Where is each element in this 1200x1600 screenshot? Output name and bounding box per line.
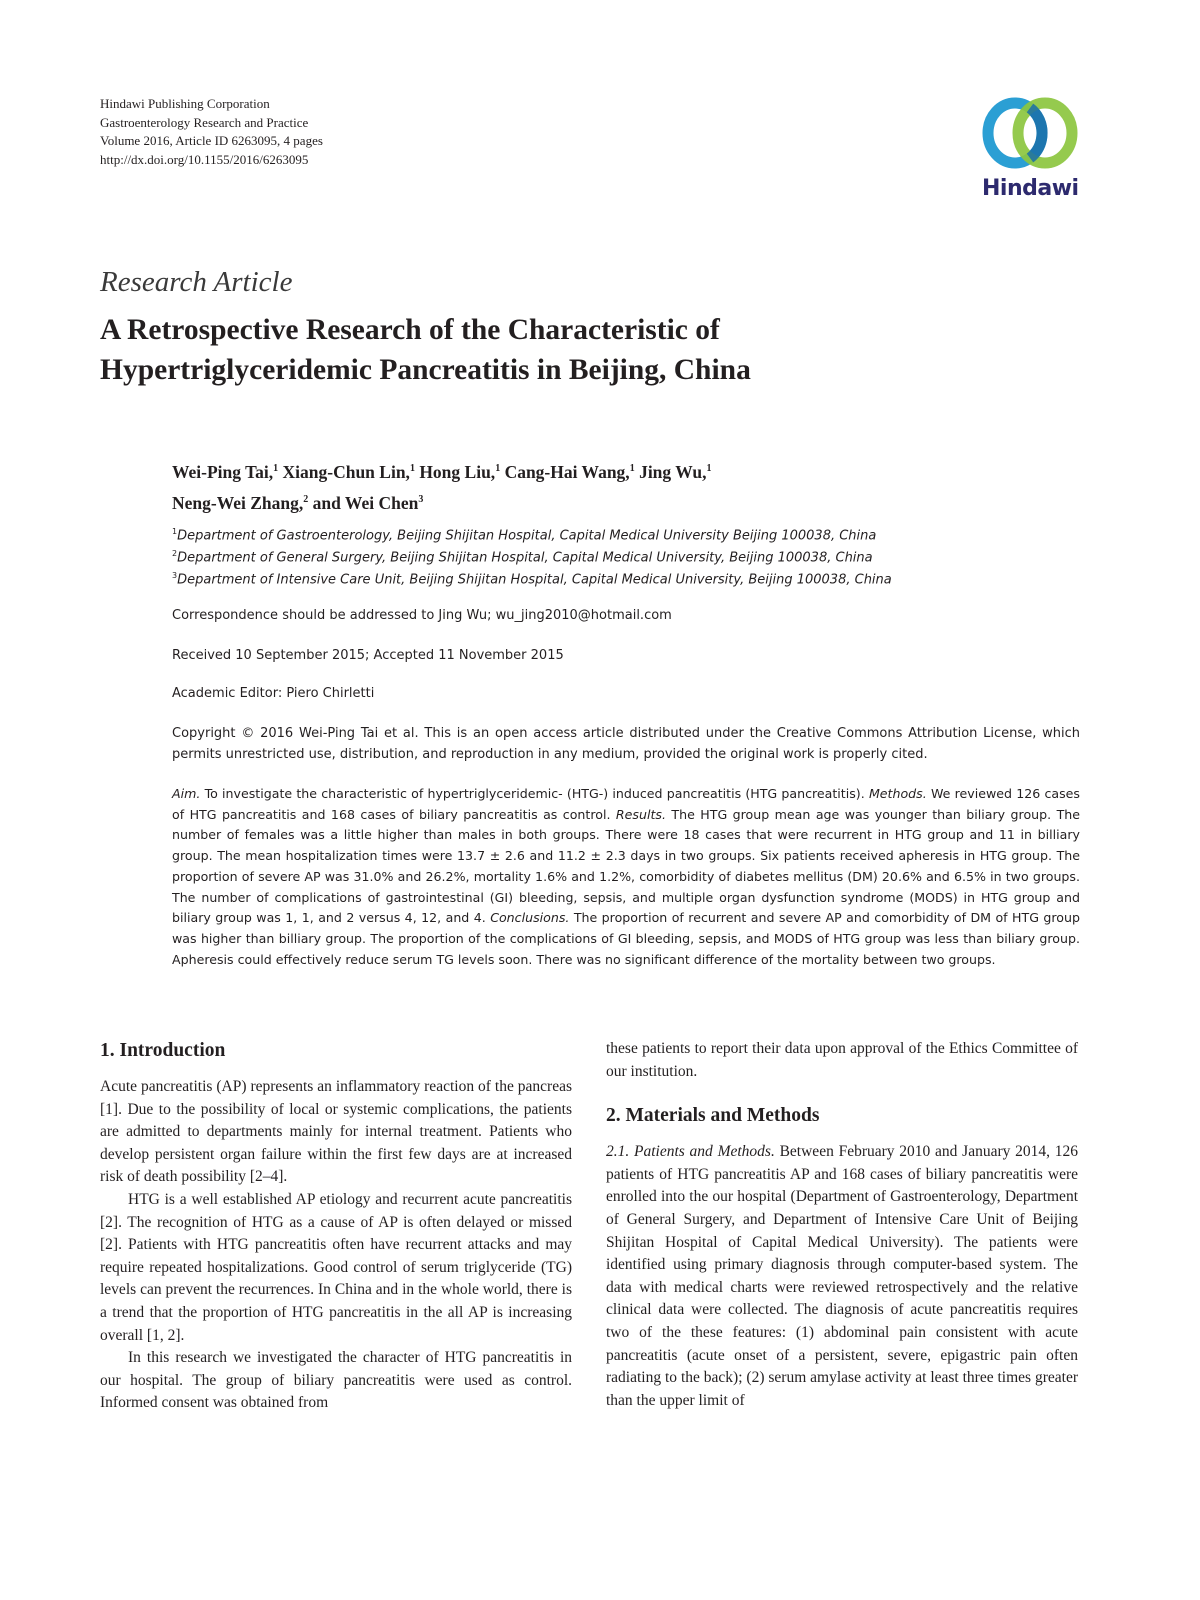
- journal-name: Gastroenterology Research and Practice: [100, 114, 309, 130]
- author: Jing Wu,: [639, 461, 707, 482]
- subsection-heading: 2.1. Patients and Methods.: [606, 1143, 775, 1161]
- abstract-aim-label: Aim.: [172, 786, 201, 801]
- author-list: [172, 455, 1072, 517]
- methods-paragraph-1: [606, 1141, 1078, 1412]
- abstract-conclusions-label: Conclusions.: [490, 910, 570, 926]
- copyright-notice: Copyright © 2016 Wei-Ping Tai et al. This is an open access article distributed under the Creative Commons Attribution License, which permits unrestricted use, distribution, and reproduction in any medium, provided the original work is properly cited.: [172, 726, 1080, 762]
- intro-paragraph-2: HTG is a well established AP etiology and recurrent acute pancreatitis [2]. The recognition of HTG as a cause of AP is often delayed or missed [2]. Patients with HTG pancreatitis often have recurrent attacks and may require repeated hospitalizations. Good control of serum triglyceride (TG) levels can prevent the recurrences. In China and in the whole world, there is a trend that the proportion of HTG pancreatitis in the all AP is increasing overall [1, 2].: [100, 1190, 572, 1344]
- author: and Wei Chen: [312, 492, 419, 513]
- section-heading-introduction: 1. Introduction: [100, 1040, 226, 1061]
- abstract-methods: We reviewed 126 cases of HTG pancreatitis and 168 cases of biliary pancreatitis as control.: [172, 786, 1080, 822]
- volume-info: Volume 2016, Article ID 6263095, 4 pages: [100, 133, 323, 148]
- intro-continuation: these patients to report their data upon approval of the Ethics Committee of our institution.: [606, 1040, 1078, 1080]
- author: Neng-Wei Zhang,: [172, 492, 304, 513]
- article-title: [100, 310, 1100, 390]
- abstract-results: The HTG group mean age was younger than biliary group. The number of females was a little higher than males in both groups. There were 18 cases that were recurrent in HTG group and 11 in billiary group. The mean hospitalization times were 13.7 ± 2.6 and 11.2 ± 2.3 days in two groups. Six patients received apheresis in HTG group. The proportion of severe AP was 31.0% and 26.2%, mortality 1.6% and 1.2%, comorbidity of diabetes mellitus (DM) 20.6% and 6.5% in two groups. The number of complications of gastrointestinal (GI) bleeding, sepsis, and multiple organ dysfunction syndrome (MODS) in HTG group and biliary group was 1, 1, and 2 versus 4, 12, and 4.: [172, 806, 1080, 926]
- article-type: Research Article: [100, 266, 293, 298]
- left-column: [100, 1038, 572, 1415]
- correspondence: Correspondence should be addressed to Jing Wu; wu_jing2010@hotmail.com: [172, 608, 672, 623]
- abstract-results-label: Results.: [615, 806, 666, 822]
- right-column: [606, 1038, 1078, 1412]
- logo-text: Hindawi: [982, 176, 1079, 201]
- academic-editor: Academic Editor: Piero Chirletti: [172, 686, 375, 701]
- author: Hong Liu,: [419, 461, 496, 482]
- publisher: Hindawi Publishing Corporation: [100, 96, 270, 111]
- affiliation-3: $^3$Department of Intensive Care Unit, Beijing Shijitan Hospital, Capital Medical University, Beijing 100038, China: [172, 571, 892, 588]
- affiliation-2: $^2$Department of General Surgery, Beijing Shijitan Hospital, Capital Medical University, Beijing 100038, China: [172, 549, 873, 566]
- author-line-1: Wei-Ping Tai,$^1$ Xiang-Chun Lin,$^1$ Hong Liu,$^1$ Cang-Hai Wang,$^1$ Jing Wu,$^1$: [172, 461, 712, 482]
- section-heading-methods: 2. Materials and Methods: [606, 1105, 820, 1127]
- intro-paragraph-1: Acute pancreatitis (AP) represents an inflammatory reaction of the pancreas [1]. Due to the possibility of local or systemic complications, the patients are admitted to departments mainly for internal treatment. Patients who develop persistent organ failure within the first few days are at increased risk of death possibility [2–4].: [100, 1078, 572, 1186]
- title-line-1: A Retrospective Research of the Characteristic of: [100, 314, 720, 346]
- author: Xiang-Chun Lin,: [282, 461, 410, 482]
- abstract-aim: To investigate the characteristic of hypertriglyceridemic- (HTG-) induced pancreatitis (HTG pancreatitis).: [204, 786, 865, 801]
- author: Cang-Hai Wang,: [504, 461, 630, 482]
- title-line-2: Hypertriglyceridemic Pancreatitis in Beijing, China: [100, 354, 751, 386]
- methods-text: Between February 2010 and January 2014, 126 patients of HTG pancreatitis AP and 168 cases of biliary pancreatitis were enrolled into the our hospital (Department of Gastroenterology, Department of General Surgery, and Department of Intensive Care Unit of Beijing Shijitan Hospital of Capital Medical University). The patients were identified using primary diagnosis through computer-based system. The data with medical charts were reviewed retrospectively and the relative clinical data were collected. The diagnosis of acute pancreatitis requires two of the these features: (1) abdominal pain consistent with acute pancreatitis (acute onset of a persistent, severe, epigastric pain often radiating to the back); (2) serum amylase activity at least three times greater than the upper limit of: [606, 1143, 1079, 1409]
- intro-paragraph-3: In this research we investigated the character of HTG pancreatitis in our hospital. The group of biliary pancreatitis were used as control. Informed consent was obtained from: [100, 1349, 572, 1412]
- author: Wei-Ping Tai,: [172, 461, 274, 482]
- abstract-conclusions: The proportion of recurrent and severe AP and comorbidity of DM of HTG group was higher than billiary group. The proportion of the complications of GI bleeding, sepsis, and MODS of HTG group was less than biliary group. Apheresis could effectively reduce serum TG levels soon. There was no significant difference of the mortality between two groups.: [172, 910, 1080, 967]
- journal-header: [100, 95, 323, 169]
- affiliation-1: $^1$Department of Gastroenterology, Beijing Shijitan Hospital, Capital Medical University Beijing 100038, China: [172, 527, 877, 544]
- received-date: Received 10 September 2015; Accepted 11 November 2015: [172, 648, 564, 663]
- abstract-methods-label: Methods.: [868, 786, 927, 801]
- abstract: [172, 784, 1080, 970]
- author-line-2: Neng-Wei Zhang,$^2$ and Wei Chen$^3$: [172, 492, 424, 513]
- doi-link[interactable]: http://dx.doi.org/10.1155/2016/6263095: [100, 151, 309, 167]
